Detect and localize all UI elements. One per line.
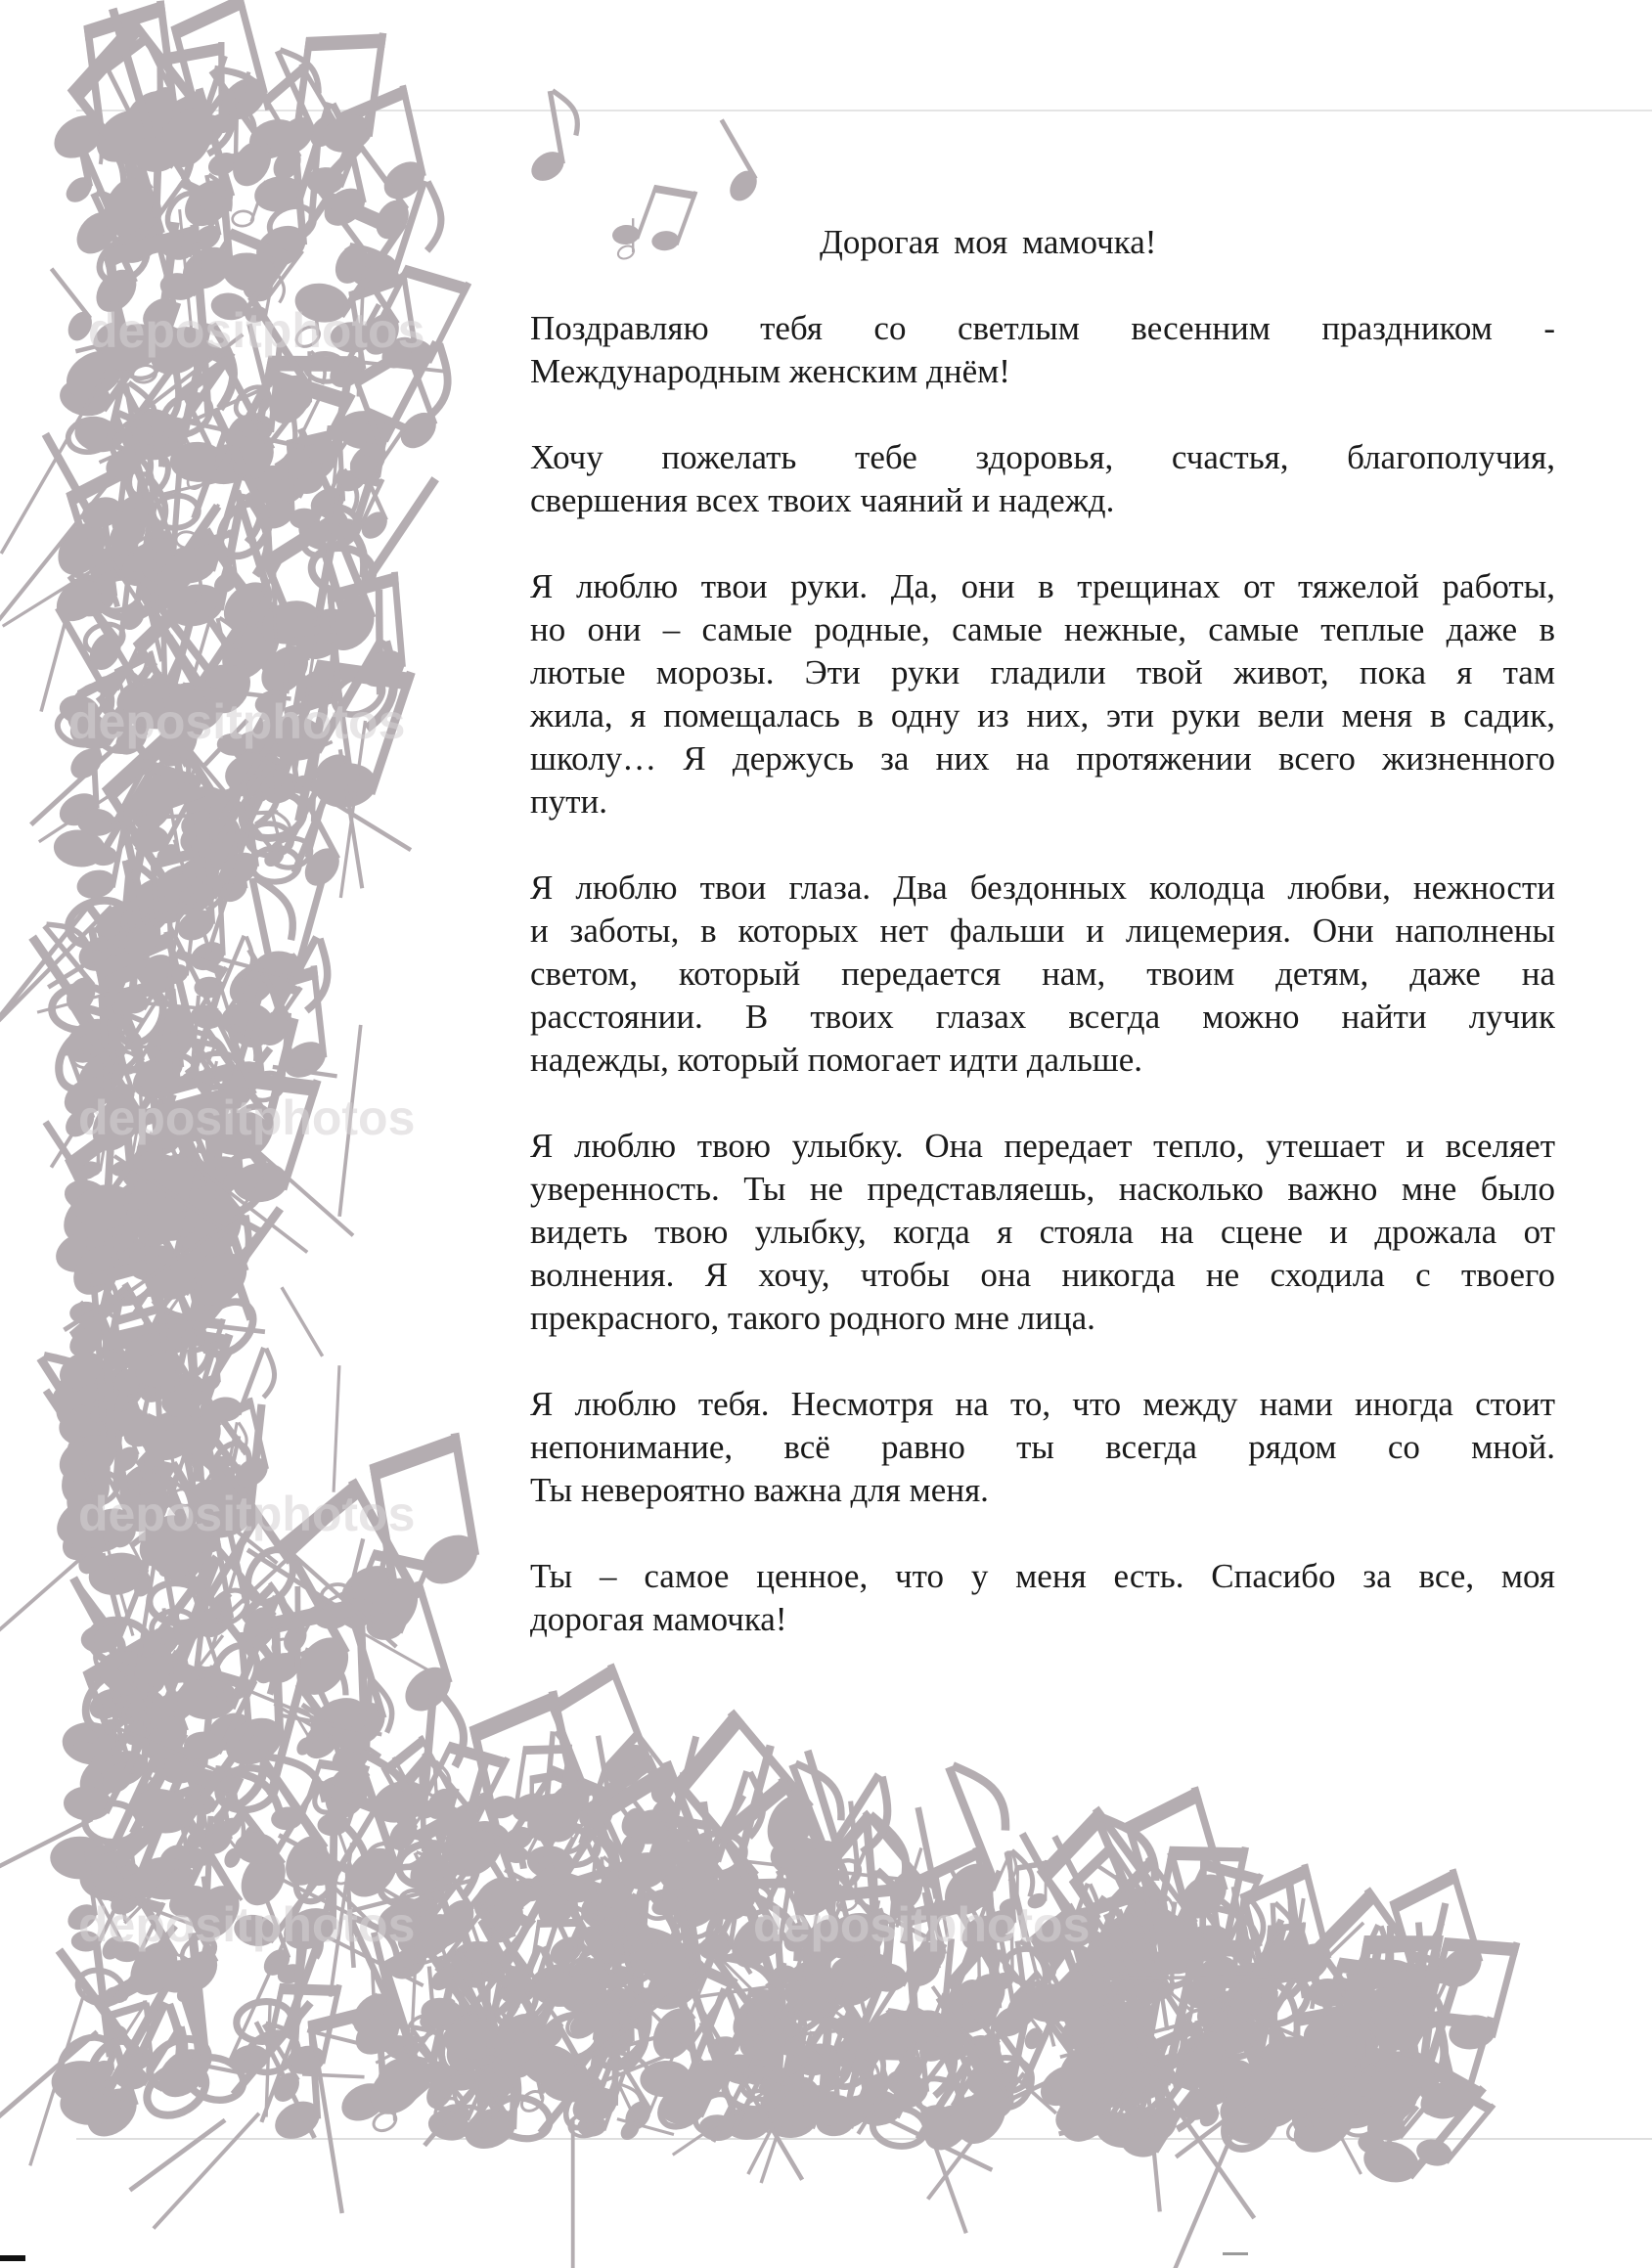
- letter-line: Поздравляю тебя со светлым весенним праздником -: [530, 309, 1555, 347]
- music-note-shape: [513, 87, 588, 189]
- letter-line: надежды, который помогает идти дальше.: [530, 1041, 1143, 1079]
- music-note-shape: [692, 117, 770, 211]
- letter-line: пути.: [530, 782, 608, 821]
- letter-paragraph: [530, 1383, 1555, 1512]
- letter-line: Я люблю твою улыбку. Она передает тепло, утешает и вселяет: [530, 1127, 1555, 1165]
- letter-line: Хочу пожелать тебе здоровья, счастья, благополучия,: [530, 438, 1555, 476]
- letter-line: свершения всех твоих чаяний и надежд.: [530, 481, 1115, 519]
- letter-line: Я люблю твои руки. Да, они в трещинах от тяжелой работы,: [530, 567, 1555, 605]
- staff-line-shape: [128, 2118, 226, 2193]
- letter-paragraph: [530, 1125, 1555, 1340]
- staff-line-shape: [333, 1365, 341, 1492]
- staff-line-shape: [0, 1551, 89, 1678]
- letter-title: Дорогая моя мамочка!: [820, 223, 1157, 261]
- letter-line: Ты – самое ценное, что у меня есть. Спасибо за все, моя: [530, 1557, 1555, 1595]
- letter-line: Я люблю твои глаза. Два бездонных колодца любви, нежности: [530, 868, 1555, 907]
- letter-line: волнения. Я хочу, чтобы она никогда не сходила с твоего: [530, 1256, 1555, 1294]
- letter-paragraph: [530, 436, 1555, 522]
- watermark-text: depositphotos: [68, 694, 406, 749]
- letter-paragraph: [530, 1555, 1555, 1641]
- letter-line: расстоянии. В твоих глазах всегда можно найти лучик: [530, 998, 1555, 1036]
- letter-paragraph: [530, 867, 1555, 1082]
- watermark-text: depositphotos: [88, 303, 425, 358]
- letter-line: непонимание, всё равно ты всегда рядом со мной.: [530, 1428, 1555, 1466]
- staff-line-shape: [571, 2118, 575, 2268]
- letter-line: лютые морозы. Эти руки гладили твой живот, пока я там: [530, 653, 1555, 691]
- letter-line: Я люблю тебя. Несмотря на то, что между нами иногда стоит: [530, 1385, 1555, 1423]
- letter-line: дорогая мамочка!: [530, 1600, 787, 1638]
- letter-line: Международным женским днём!: [530, 352, 1010, 390]
- letter-body: [530, 307, 1555, 1684]
- letter-line: но они – самые родные, самые нежные, самые теплые даже в: [530, 610, 1555, 648]
- letter-line: школу… Я держусь за них на протяжении всего жизненного: [530, 739, 1555, 778]
- letter-paragraph: [530, 565, 1555, 823]
- watermark-text: depositphotos: [78, 1487, 416, 1541]
- letter-line: жила, я помещалась в одну из них, эти руки вели меня в садик,: [530, 696, 1555, 734]
- letter-line: прекрасного, такого родного мне лица.: [530, 1299, 1095, 1337]
- letter-line: Ты невероятно важна для меня.: [530, 1471, 989, 1509]
- letter-line: видеть твою улыбку, когда я стояла на сцене и дрожала от: [530, 1213, 1555, 1251]
- letter-line: и заботы, в которых нет фальши и лицемерия. Они наполнены: [530, 912, 1555, 950]
- scan-edge-mark: [0, 2255, 25, 2261]
- letter-line: светом, который передается нам, твоим детям, даже на: [530, 955, 1555, 993]
- staff-line-shape: [280, 1286, 324, 1356]
- letter-line: уверенность. Ты не представляешь, насколько важно мне было: [530, 1170, 1555, 1208]
- letter-paragraph: [530, 307, 1555, 393]
- staff-line-shape: [152, 2112, 260, 2229]
- scan-dust-mark: [1223, 2252, 1248, 2255]
- watermark-text: depositphotos: [78, 1897, 416, 1952]
- watermark-text: depositphotos: [753, 1897, 1091, 1952]
- music-note-shape: [605, 168, 700, 267]
- watermark-text: depositphotos: [78, 1090, 416, 1145]
